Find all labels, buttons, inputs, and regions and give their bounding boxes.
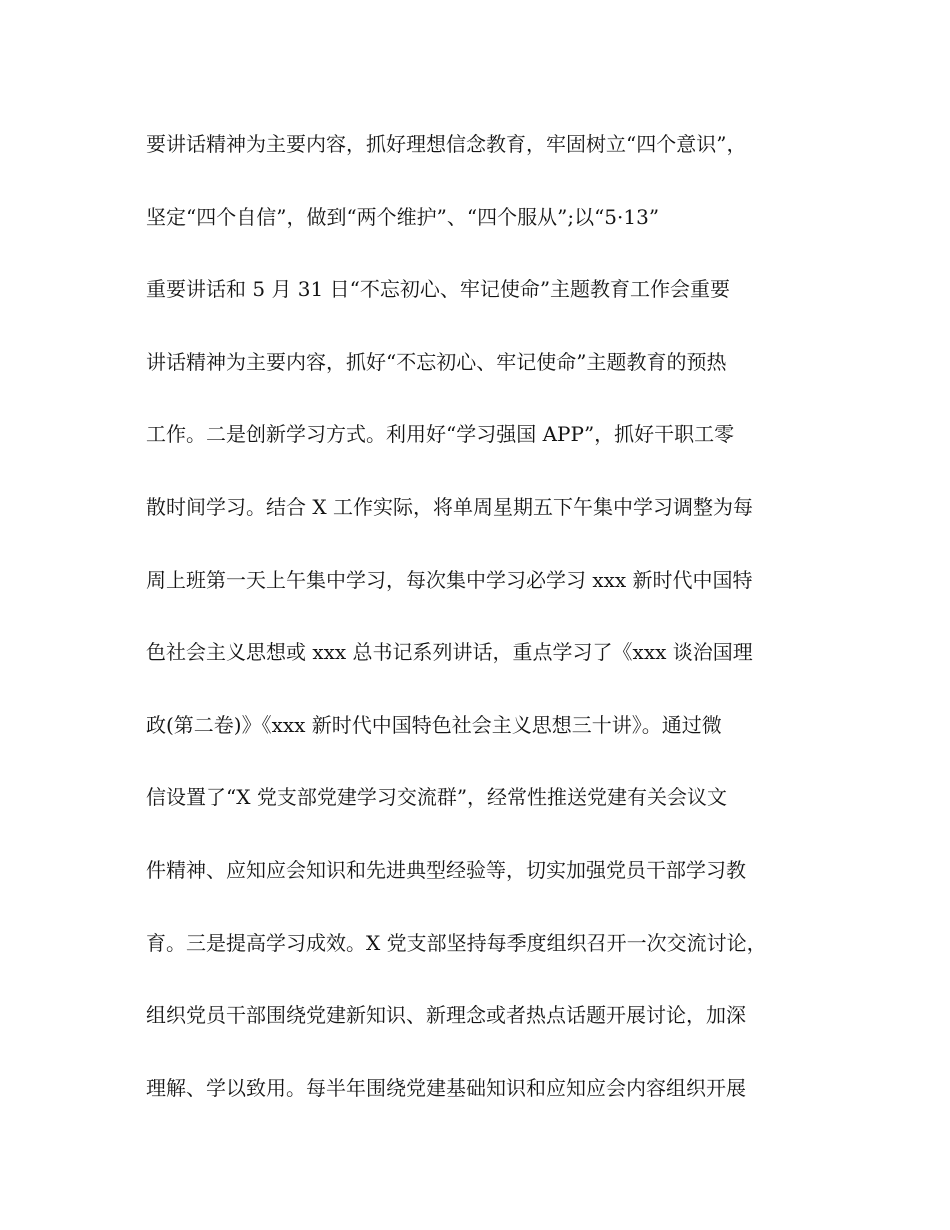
text-line: 色社会主义思想或 xxx 总书记系列讲话，重点学习了《xxx 谈治国理 (146, 640, 753, 665)
text-line: 育。三是提高学习成效。X 党支部坚持每季度组织召开一次交流讨论， (146, 930, 767, 955)
text-line: 理解、学以致用。每半年围绕党建基础知识和应知应会内容组织开展 (146, 1075, 746, 1100)
text-line: 重要讲话和 5 月 31 日“不忘初心、牢记使命”主题教育工作会重要 (146, 277, 731, 302)
text-line: 政(第二卷)》《xxx 新时代中国特色社会主义思想三十讲》。通过微 (146, 712, 722, 737)
text-line: 要讲话精神为主要内容，抓好理想信念教育，牢固树立“四个意识”， (146, 132, 747, 156)
text-line: 件精神、应知应会知识和先进典型经验等，切实加强党员干部学习教 (146, 857, 746, 882)
text-line: 工作。二是创新学习方式。利用好“学习强国 APP”，抓好干职工零 (146, 422, 735, 447)
text-line: 坚定“四个自信”，做到“两个维护”、“四个服从”;以“5·13” (146, 204, 660, 229)
body-text (146, 129, 816, 1145)
text-line: 组织党员干部围绕党建新知识、新理念或者热点话题开展讨论，加深 (146, 1003, 746, 1028)
text-line: 周上班第一天上午集中学习，每次集中学习必学习 xxx 新时代中国特 (146, 567, 753, 592)
text-line: 散时间学习。结合 X 工作实际，将单周星期五下午集中学习调整为每 (146, 494, 753, 519)
text-line: 讲话精神为主要内容，抓好“不忘初心、牢记使命”主题教育的预热 (146, 349, 727, 374)
text-line: 信设置了“X 党支部党建学习交流群”，经常性推送党建有关会议文 (146, 785, 728, 810)
